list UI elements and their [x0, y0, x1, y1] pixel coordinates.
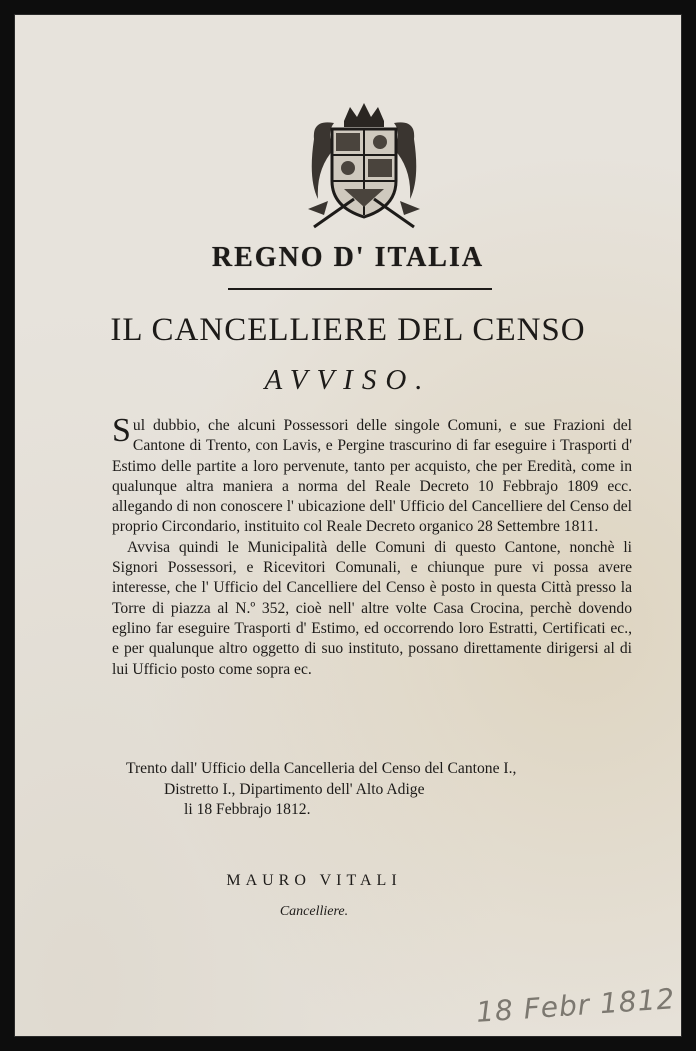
signer-name: MAURO VITALI: [226, 872, 402, 889]
notice-body: [112, 412, 632, 680]
paragraph-1-text: ul dubbio, che alcuni Possessori delle singole Comuni, e sue Frazioni del Cantone di Trento, con Lavis, e Pergine trascurino di far eseguire i Trasporti d' Estimo delle partite a loro pervenute, tanto per acquisto, che per Eredità, come in qualunque altra maniera a norma del Reale Decreto 10 Febbrajo 1809 ecc. allegando di non conoscere l' ubicazione dell' Ufficio del Cancelliere del Censo del proprio Circondario, instituito col Reale Decreto organico 28 Settembre 1811.: [112, 417, 632, 536]
office-heading: IL CANCELLIERE DEL CENSO: [110, 312, 586, 348]
dateline-line: li 18 Febbrajo 1812.: [184, 801, 311, 818]
dateline-line: Distretto I., Dipartimento dell' Alto Adige: [164, 780, 425, 798]
document-sheet: [14, 14, 682, 1037]
paragraph-1: [112, 412, 632, 538]
coat-of-arms-icon: [304, 99, 424, 229]
paragraph-2: Avvisa quindi le Municipalità delle Comuni di questo Cantone, nonchè li Signori Possessori, e Ricevitori Comunali, e chiunque pure vi possa avere interesse, che l' Ufficio del Cancelliere del Censo è posto in questa Città presso la Torre di piazza al N.º 352, cioè nell' altre volte Casa Crocina, perchè dovendo eglino far eseguire Trasporti d' Estimo, ed occorrendo loro Estratti, Certificati ec., e per qualunque altro oggetto di suo instituto, possano direttamente dirigersi al di lui Ufficio posto come sopra ec.: [112, 538, 632, 678]
dateline: [126, 759, 666, 821]
heading-divider: [228, 288, 492, 290]
drop-cap: S: [112, 412, 131, 449]
kingdom-heading: REGNO D' ITALIA: [211, 242, 485, 273]
signer-title: Cancelliere.: [279, 904, 349, 919]
handwritten-date-note: 18 Febr 1812: [475, 982, 677, 1029]
notice-heading: AVVISO.: [264, 364, 432, 396]
dateline-line: Trento dall' Ufficio della Cancelleria del Censo del Cantone I.,: [126, 760, 517, 777]
